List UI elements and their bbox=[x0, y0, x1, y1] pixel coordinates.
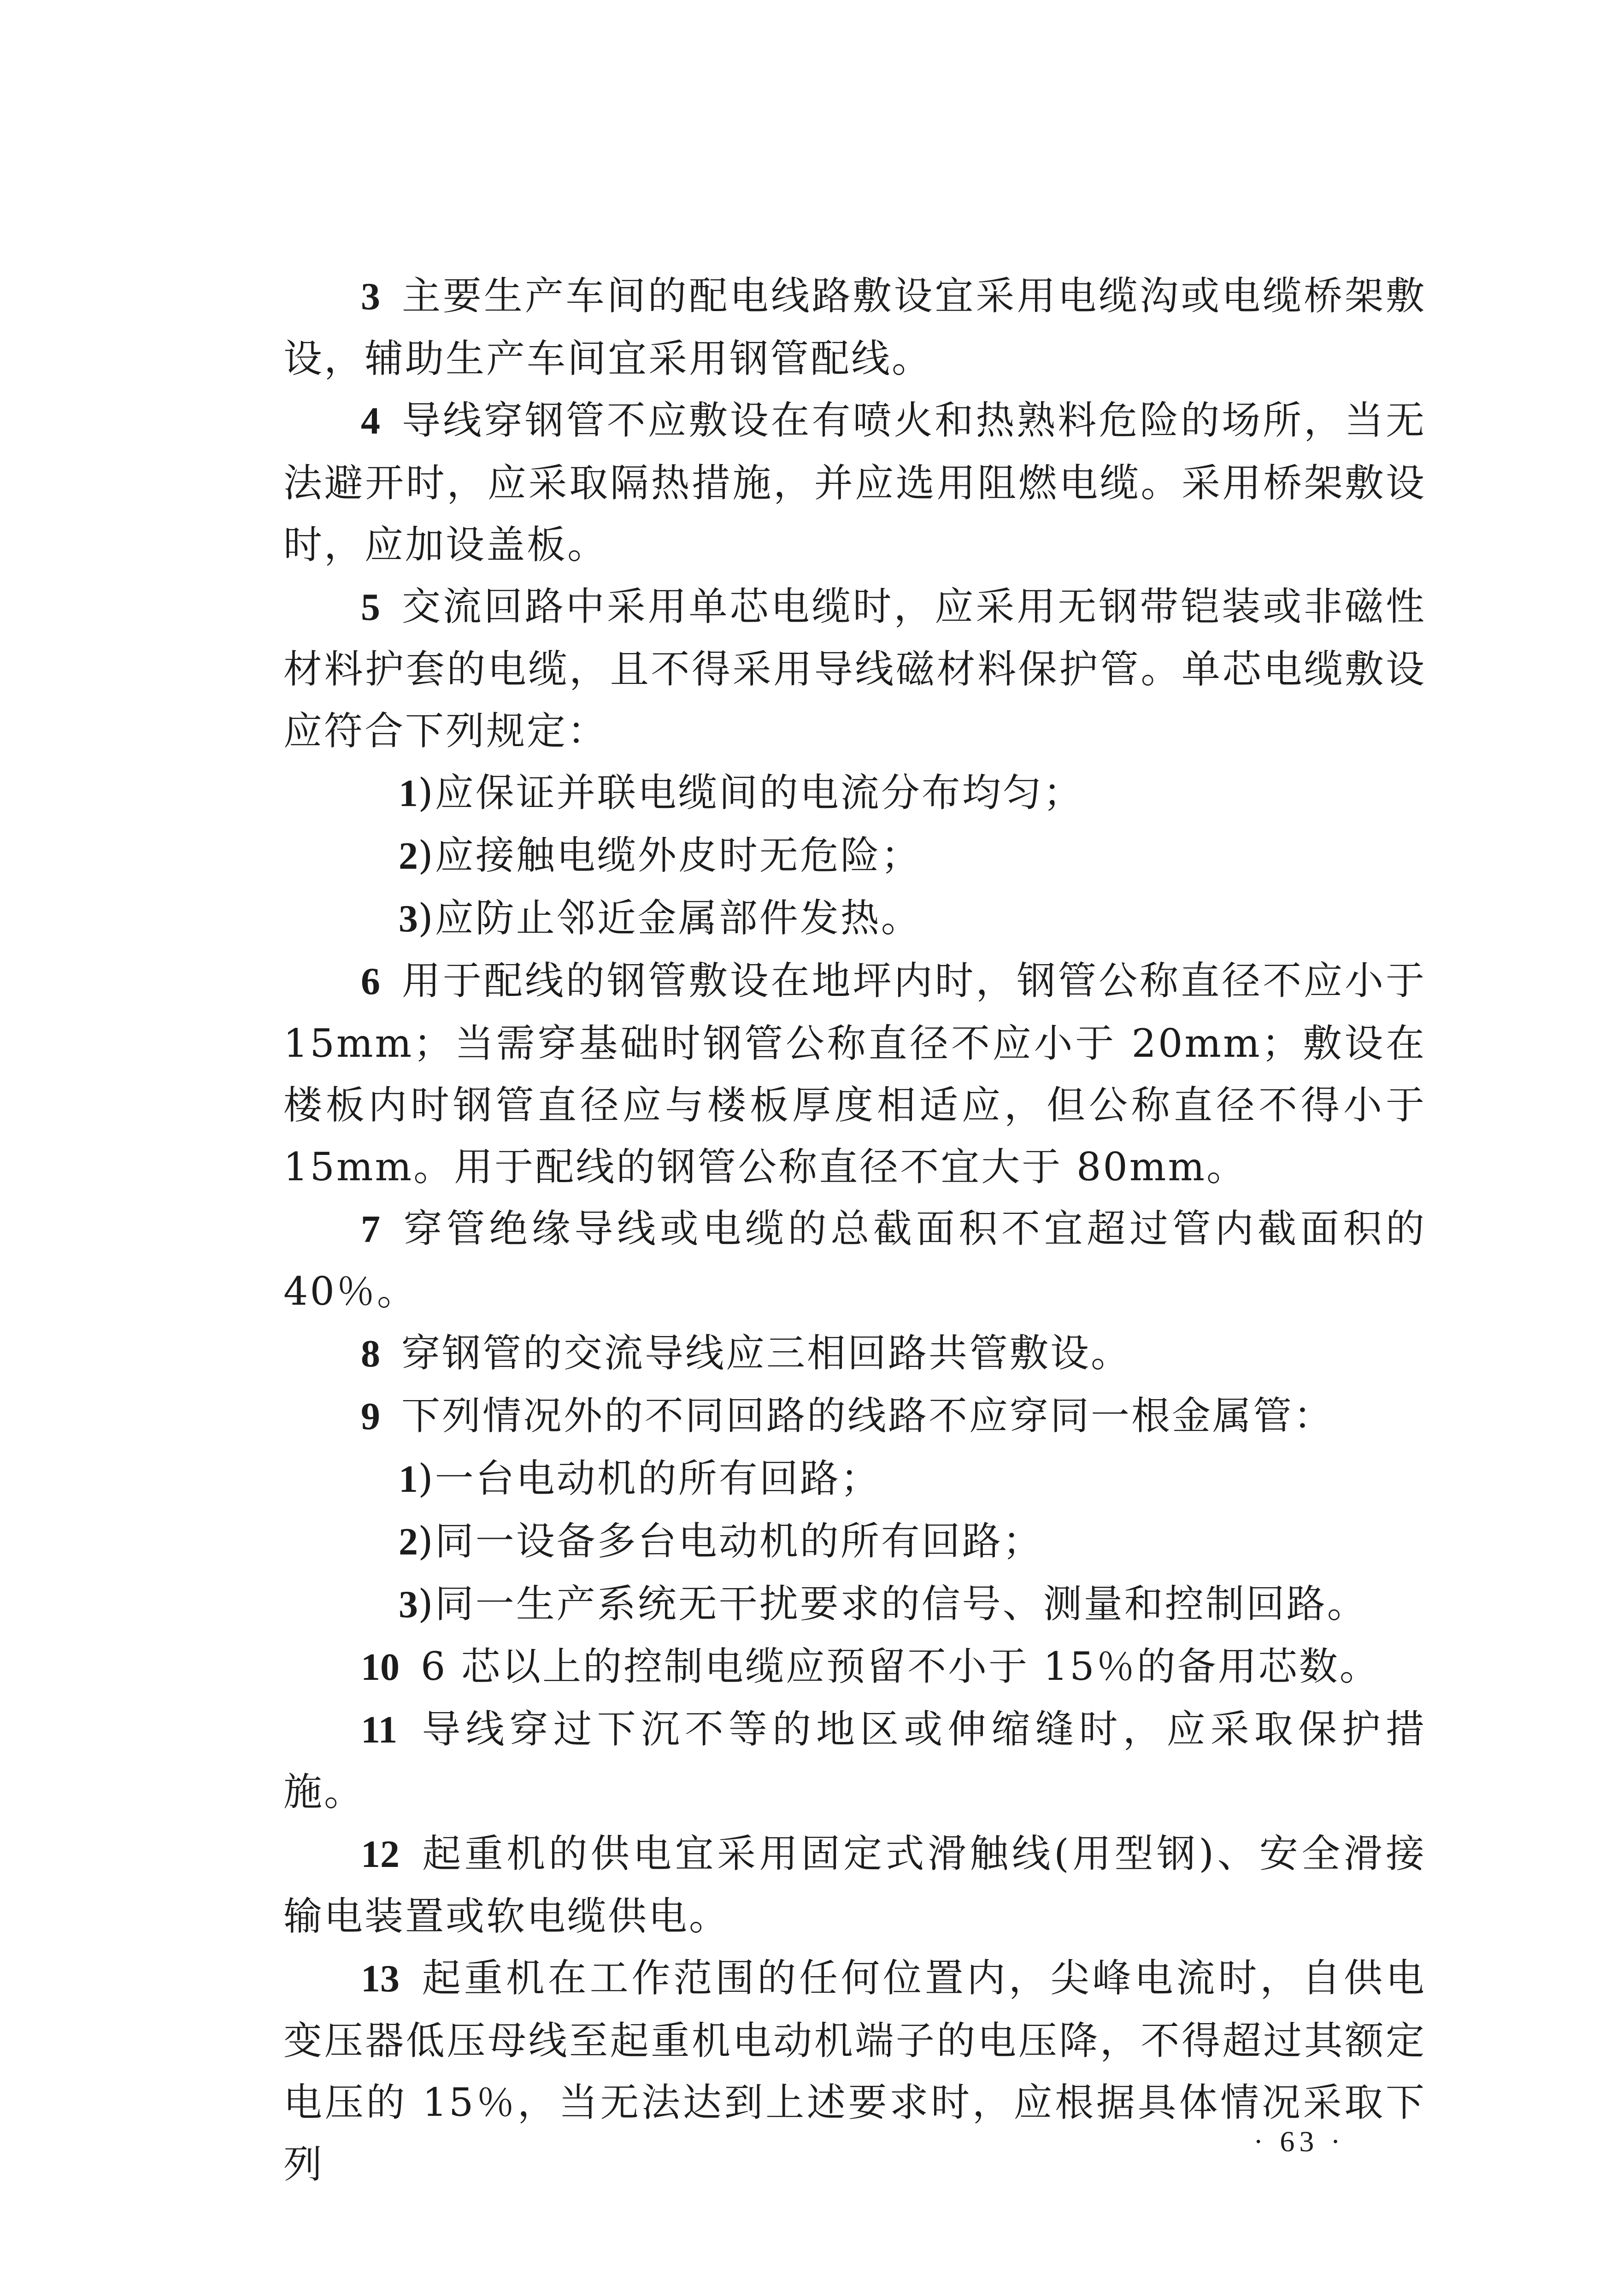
clause-paragraph bbox=[283, 1385, 1426, 1448]
sub-item-paren: ) bbox=[418, 1581, 435, 1626]
sub-item-text: 同一生产系统无干扰要求的信号、测量和控制回路。 bbox=[435, 1581, 1368, 1626]
clause-paragraph bbox=[283, 1823, 1426, 1947]
sub-item-number: 3 bbox=[399, 1583, 418, 1626]
clause-paragraph bbox=[283, 576, 1426, 762]
clause-text: 起重机在工作范围的任何位置内，尖峰电流时，自供电变压器低压母线至起重机电动机端子的电压降，不得超过其额定电压的 15％，当无法达到上述要求时，应根据具体情况采取下列 bbox=[283, 1955, 1426, 2187]
clause-number: 13 bbox=[361, 1957, 400, 2000]
sub-item bbox=[283, 1510, 1426, 1573]
clause-text: 起重机的供电宜采用固定式滑触线(用型钢)、安全滑接输电装置或软电缆供电。 bbox=[283, 1831, 1426, 1939]
clause-number: 10 bbox=[361, 1646, 400, 1689]
clause-text: 6 芯以上的控制电缆应预留不小于 15％的备用芯数。 bbox=[421, 1644, 1380, 1689]
clause-text: 下列情况外的不同回路的线路不应穿同一根金属管： bbox=[401, 1393, 1335, 1438]
clause-paragraph bbox=[283, 950, 1426, 1198]
clause-text: 导线穿过下沉不等的地区或伸缩缝时，应采取保护措施。 bbox=[283, 1707, 1426, 1814]
sub-item-paren: ) bbox=[418, 1456, 435, 1501]
clause-number: 8 bbox=[361, 1332, 380, 1375]
sub-item-number: 2 bbox=[399, 835, 418, 877]
clause-number: 6 bbox=[361, 960, 380, 1003]
sub-item-number: 1 bbox=[399, 1458, 418, 1501]
page-body bbox=[283, 265, 1426, 2195]
page-number: · 63 · bbox=[1253, 2125, 1345, 2158]
sub-item-number: 2 bbox=[399, 1520, 418, 1563]
sub-item bbox=[283, 1573, 1426, 1636]
clause-paragraph bbox=[283, 1636, 1426, 1698]
clause-text: 用于配线的钢管敷设在地坪内时，钢管公称直径不应小于15mm；当需穿基础时钢管公称直径不应小于 20mm；敷设在楼板内时钢管直径应与楼板厚度相适应，但公称直径不得小于 15mm。用于配线的钢管公称直径不宜大于 80mm。 bbox=[283, 958, 1426, 1189]
clause-text: 穿管绝缘导线或电缆的总截面积不宜超过管内截面积的 40％。 bbox=[283, 1206, 1426, 1314]
clause-paragraph bbox=[283, 1322, 1426, 1385]
sub-item-text: 一台电动机的所有回路； bbox=[435, 1456, 881, 1501]
sub-item bbox=[283, 887, 1426, 950]
clause-number: 9 bbox=[361, 1395, 380, 1438]
clause-paragraph bbox=[283, 1698, 1426, 1823]
sub-item-number: 3 bbox=[399, 897, 418, 940]
clause-text: 交流回路中采用单芯电缆时，应采用无钢带铠装或非磁性材料护套的电缆，且不得采用导线磁材料保护管。单芯电缆敷设应符合下列规定： bbox=[283, 584, 1426, 754]
sub-item-text: 应接触电缆外皮时无危险； bbox=[435, 833, 922, 878]
clause-paragraph bbox=[283, 265, 1426, 389]
clause-text: 导线穿钢管不应敷设在有喷火和热熟料危险的场所，当无法避开时，应采取隔热措施，并应选用阻燃电缆。采用桥架敷设时，应加设盖板。 bbox=[283, 398, 1426, 567]
sub-item bbox=[283, 824, 1426, 887]
sub-item-paren: ) bbox=[418, 895, 435, 941]
clause-text: 穿钢管的交流导线应三相回路共管敷设。 bbox=[401, 1331, 1132, 1376]
clause-paragraph bbox=[283, 1198, 1426, 1322]
clause-number: 11 bbox=[361, 1708, 398, 1751]
clause-number: 4 bbox=[361, 400, 380, 442]
clause-paragraph bbox=[283, 389, 1426, 576]
sub-item bbox=[283, 1448, 1426, 1510]
sub-item-paren: ) bbox=[418, 833, 435, 878]
clause-number: 5 bbox=[361, 586, 380, 629]
clause-text: 主要生产车间的配电线路敷设宜采用电缆沟或电缆桥架敷设，辅助生产车间宜采用钢管配线。 bbox=[283, 273, 1426, 381]
clause-number: 12 bbox=[361, 1833, 400, 1876]
sub-item-text: 应保证并联电缆间的电流分布均匀； bbox=[435, 770, 1084, 815]
sub-item-paren: ) bbox=[418, 1519, 435, 1564]
clause-number: 7 bbox=[361, 1208, 380, 1251]
sub-item bbox=[283, 762, 1426, 824]
clause-number: 3 bbox=[361, 275, 380, 318]
sub-item-number: 1 bbox=[399, 772, 418, 815]
sub-item-text: 应防止邻近金属部件发热。 bbox=[435, 895, 922, 941]
sub-item-text: 同一设备多台电动机的所有回路； bbox=[435, 1519, 1043, 1564]
sub-item-paren: ) bbox=[418, 770, 435, 815]
